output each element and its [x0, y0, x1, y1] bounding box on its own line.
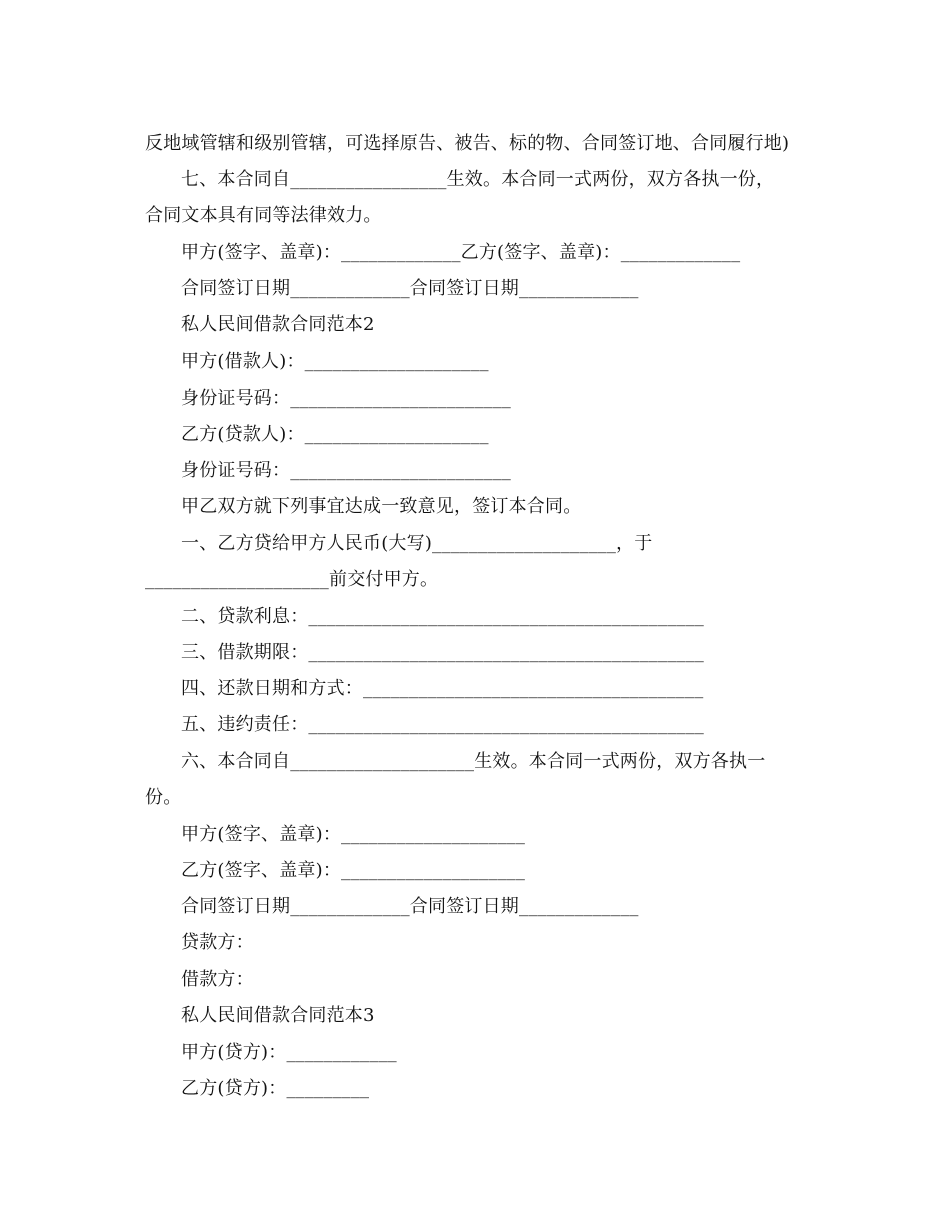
text-line: 甲乙双方就下列事宜达成一致意见，签订本合同。 — [181, 496, 582, 517]
date-line: 合同签订日期_____________合同签订日期_____________ — [181, 278, 639, 299]
text-line: 反地域管辖和级别管辖，可选择原告、被告、标的物、合同签订地、合同履行地) — [145, 133, 790, 154]
signature-line: 甲方(签字、盖章)：_____________乙方(签字、盖章)：_____________ — [181, 242, 741, 263]
clause-line: 五、违约责任：___________________________________________ — [181, 714, 704, 735]
clause-line: 一、乙方贷给甲方人民币(大写)____________________，于 — [181, 533, 653, 554]
party-line: 贷款方： — [181, 932, 254, 953]
field-line: 甲方(贷方)：____________ — [181, 1042, 397, 1063]
field-line: 身份证号码：________________________ — [181, 460, 511, 481]
clause-line: 三、借款期限：___________________________________________ — [181, 642, 704, 663]
clause-line: ____________________前交付甲方。 — [145, 569, 439, 590]
date-line: 合同签订日期_____________合同签订日期_____________ — [181, 896, 639, 917]
party-line: 借款方： — [181, 969, 254, 990]
signature-line: 乙方(签字、盖章)：____________________ — [181, 860, 526, 881]
clause-line: 二、贷款利息：___________________________________________ — [181, 606, 704, 627]
section-title: 私人民间借款合同范本3 — [181, 1005, 375, 1026]
field-line: 身份证号码：________________________ — [181, 388, 511, 409]
field-line: 乙方(贷方)：_________ — [181, 1078, 370, 1099]
clause-line: 六、本合同自____________________生效。本合同一式两份，双方各执一 — [181, 751, 766, 772]
clause-line: 四、还款日期和方式：_____________________________________ — [181, 678, 704, 699]
section-title: 私人民间借款合同范本2 — [181, 314, 375, 335]
text-line: 合同文本具有同等法律效力。 — [145, 205, 382, 226]
text-line: 七、本合同自_________________生效。本合同一式两份，双方各执一份， — [181, 169, 775, 190]
field-line: 甲方(借款人)：____________________ — [181, 351, 489, 372]
text-line: 份。 — [145, 787, 182, 808]
signature-line: 甲方(签字、盖章)：____________________ — [181, 824, 526, 845]
field-line: 乙方(贷款人)：____________________ — [181, 424, 489, 445]
